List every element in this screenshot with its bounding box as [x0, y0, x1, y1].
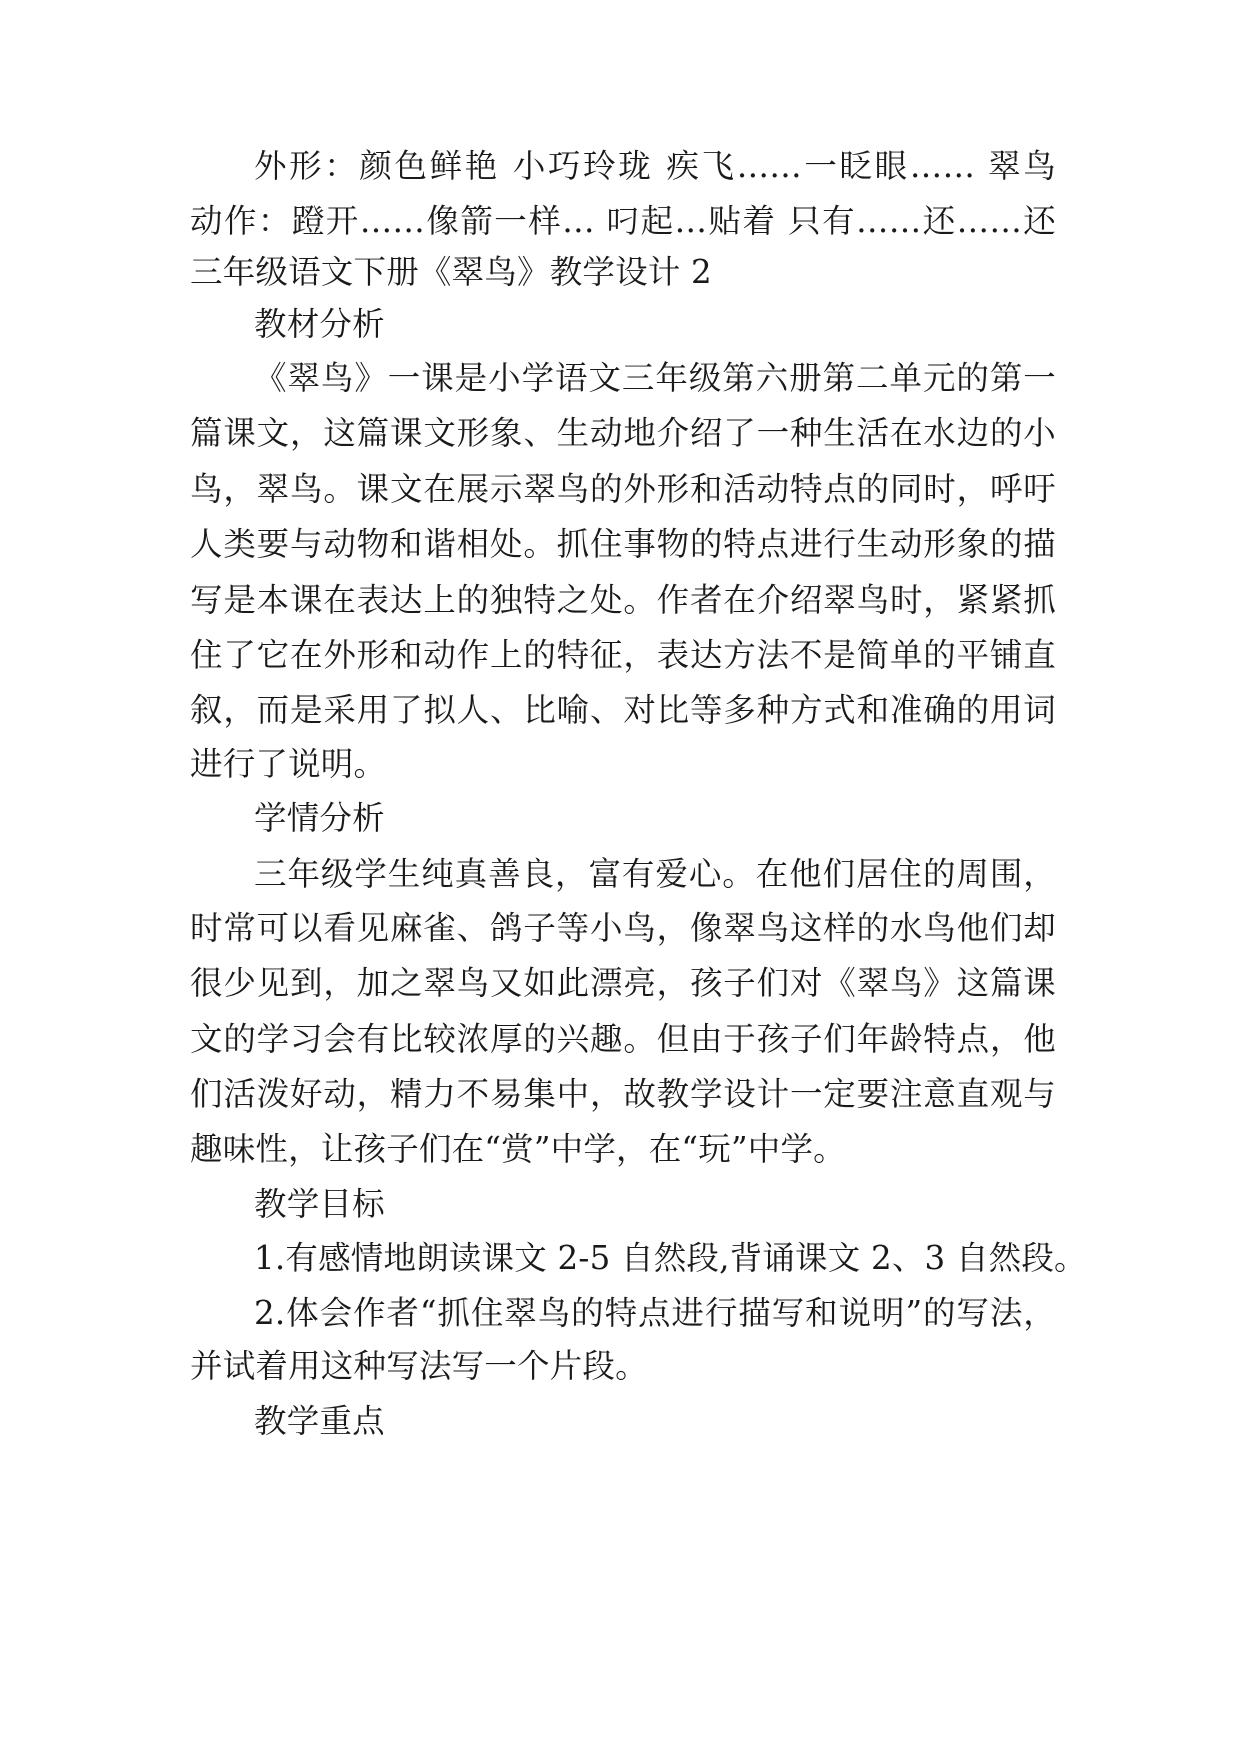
material-analysis-line: 鸟，翠鸟。课文在展示翠鸟的外形和活动特点的同时，呼吁 — [190, 470, 1056, 508]
teaching-goal-item: 1.有感情地朗读课文 2-5 自然段,背诵课文 2、3 自然段。 — [254, 1239, 1087, 1277]
student-analysis-line: 文的学习会有比较浓厚的兴趣。但由于孩子们年龄特点，他 — [190, 1020, 1056, 1058]
action-line: 动作：蹬开……像箭一样… 叼起…贴着 只有……还……还 — [190, 202, 1056, 240]
material-analysis-line: 《翠鸟》一课是小学语文三年级第六册第二单元的第一 — [254, 359, 1056, 397]
student-analysis-line: 们活泼好动，精力不易集中，故教学设计一定要注意直观与 — [190, 1075, 1056, 1113]
teaching-goal-item: 2.体会作者“抓住翠鸟的特点进行描写和说明”的写法， — [254, 1294, 1056, 1332]
appearance-line: 外形：颜色鲜艳 小巧玲珑 疾飞……一眨眼…… 翠鸟 — [254, 147, 1056, 185]
material-analysis-line: 进行了说明。 — [190, 745, 387, 783]
teaching-focus-heading: 教学重点 — [254, 1402, 385, 1440]
teaching-goal-item-continued: 并试着用这种写法写一个片段。 — [190, 1347, 648, 1385]
student-analysis-line: 时常可以看见麻雀、鸽子等小鸟，像翠鸟这样的水鸟他们却 — [190, 909, 1056, 947]
material-analysis-line: 叙，而是采用了拟人、比喻、对比等多种方式和准确的用词 — [190, 691, 1056, 729]
material-analysis-line: 人类要与动物和谐相处。抓住事物的特点进行生动形象的描 — [190, 525, 1056, 563]
student-analysis-heading: 学情分析 — [254, 799, 385, 837]
material-analysis-line: 住了它在外形和动作上的特征，表达方法不是简单的平铺直 — [190, 636, 1056, 674]
material-analysis-line: 写是本课在表达上的独特之处。作者在介绍翠鸟时，紧紧抓 — [190, 581, 1056, 619]
material-analysis-heading: 教材分析 — [254, 305, 385, 343]
material-analysis-line: 篇课文，这篇课文形象、生动地介绍了一种生活在水边的小 — [190, 414, 1056, 452]
student-analysis-line: 很少见到，加之翠鸟又如此漂亮，孩子们对《翠鸟》这篇课 — [190, 964, 1056, 1002]
document-title: 三年级语文下册《翠鸟》教学设计 2 — [190, 253, 712, 291]
student-analysis-line: 趣味性，让孩子们在“赏”中学，在“玩”中学。 — [190, 1130, 846, 1168]
student-analysis-line: 三年级学生纯真善良，富有爱心。在他们居住的周围， — [254, 855, 1056, 893]
teaching-goals-heading: 教学目标 — [254, 1185, 385, 1223]
